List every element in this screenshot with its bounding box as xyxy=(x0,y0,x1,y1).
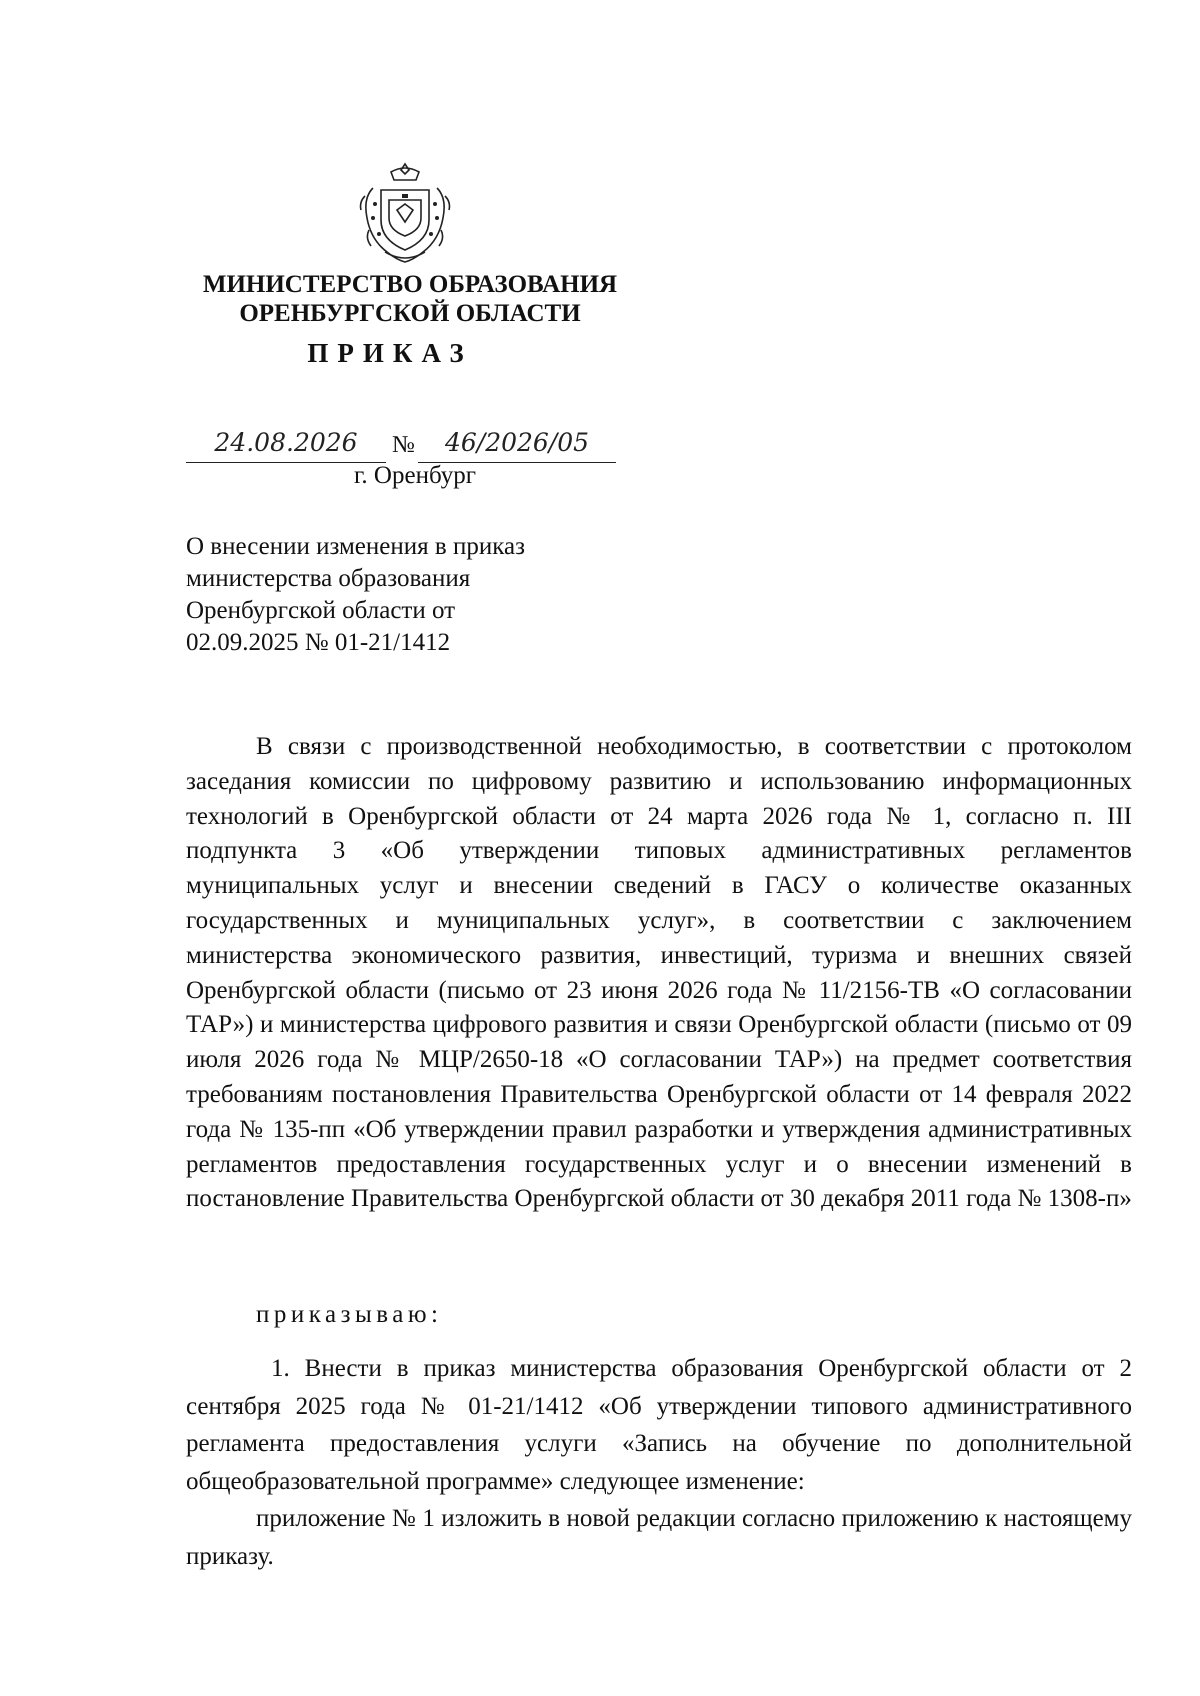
preamble-paragraph: В связи с производственной необходимостью, в соответствии с протоколом заседания комиссии по цифровому развитию и использованию информационных технологий в Оренбургской области от 24 марта 2026 года № 1, согласно п. III подпункта 3 «Об утверждении типовых административных регламентов муниципальных услуг и внесении сведений в ГАСУ о количестве оказанных государственных и муниципальных услуг», в соответствии с заключением министерства экономического развития, инвестиций, туризма и внешних связей Оренбургской области (письмо от 23 июня 2026 года № 11/2156-ТВ «О согласовании ТАР») и министерства цифрового развития и связи Оренбургской области (письмо от 09 июля 2026 года № МЦР/2650-18 «О согласовании ТАР») на предмет соответствия требованиям постановления Правительства Оренбургской области от 14 февраля 2022 года № 135-пп «Об утверждении правил разработки и утверждения административных регламентов предоставления государственных услуг и о внесении изменений в постановление Правительства Оренбургской области от 30 декабря 2011 года № 1308-п» xyxy=(186,733,1132,1213)
subject-line: министерства образования xyxy=(186,565,471,592)
subject-line: Оренбургской области от xyxy=(186,597,456,624)
order-subject xyxy=(186,531,686,659)
order-directive: приказываю: xyxy=(256,1301,443,1328)
subject-line: 02.09.2025 № 01-21/1412 xyxy=(186,629,451,656)
order-date-field xyxy=(186,428,386,463)
order-item-1-change: приложение № 1 изложить в новой редакции согласно приложению к настоящему приказу. xyxy=(186,1505,1132,1570)
order-number-field xyxy=(418,428,616,463)
document-type-title: ПРИКАЗ xyxy=(307,338,473,368)
ministry-name-line-1: МИНИСТЕРСТВО ОБРАЗОВАНИЯ xyxy=(202,271,618,298)
order-item-1: 1. Внести в приказ министерства образования Оренбургской области от 2 сентября 2025 года № 01-21/1412 «Об утверждении типового административного регламента предоставления услуги «Запись на обучение по дополнительной общеобразовательной программе» следующее изменение: xyxy=(186,1355,1132,1495)
preamble-section xyxy=(186,730,1132,1217)
number-sign: № xyxy=(392,432,415,458)
city: г. Оренбург xyxy=(354,462,476,489)
order-date: 24.08.2026 xyxy=(214,428,358,457)
ministry-name-line-2: ОРЕНБУРГСКОЙ ОБЛАСТИ xyxy=(239,300,581,327)
subject-line: О внесении изменения в приказ xyxy=(186,533,525,560)
order-number: 46/2026/05 xyxy=(444,428,590,457)
coat-of-arms-emblem xyxy=(355,160,455,266)
